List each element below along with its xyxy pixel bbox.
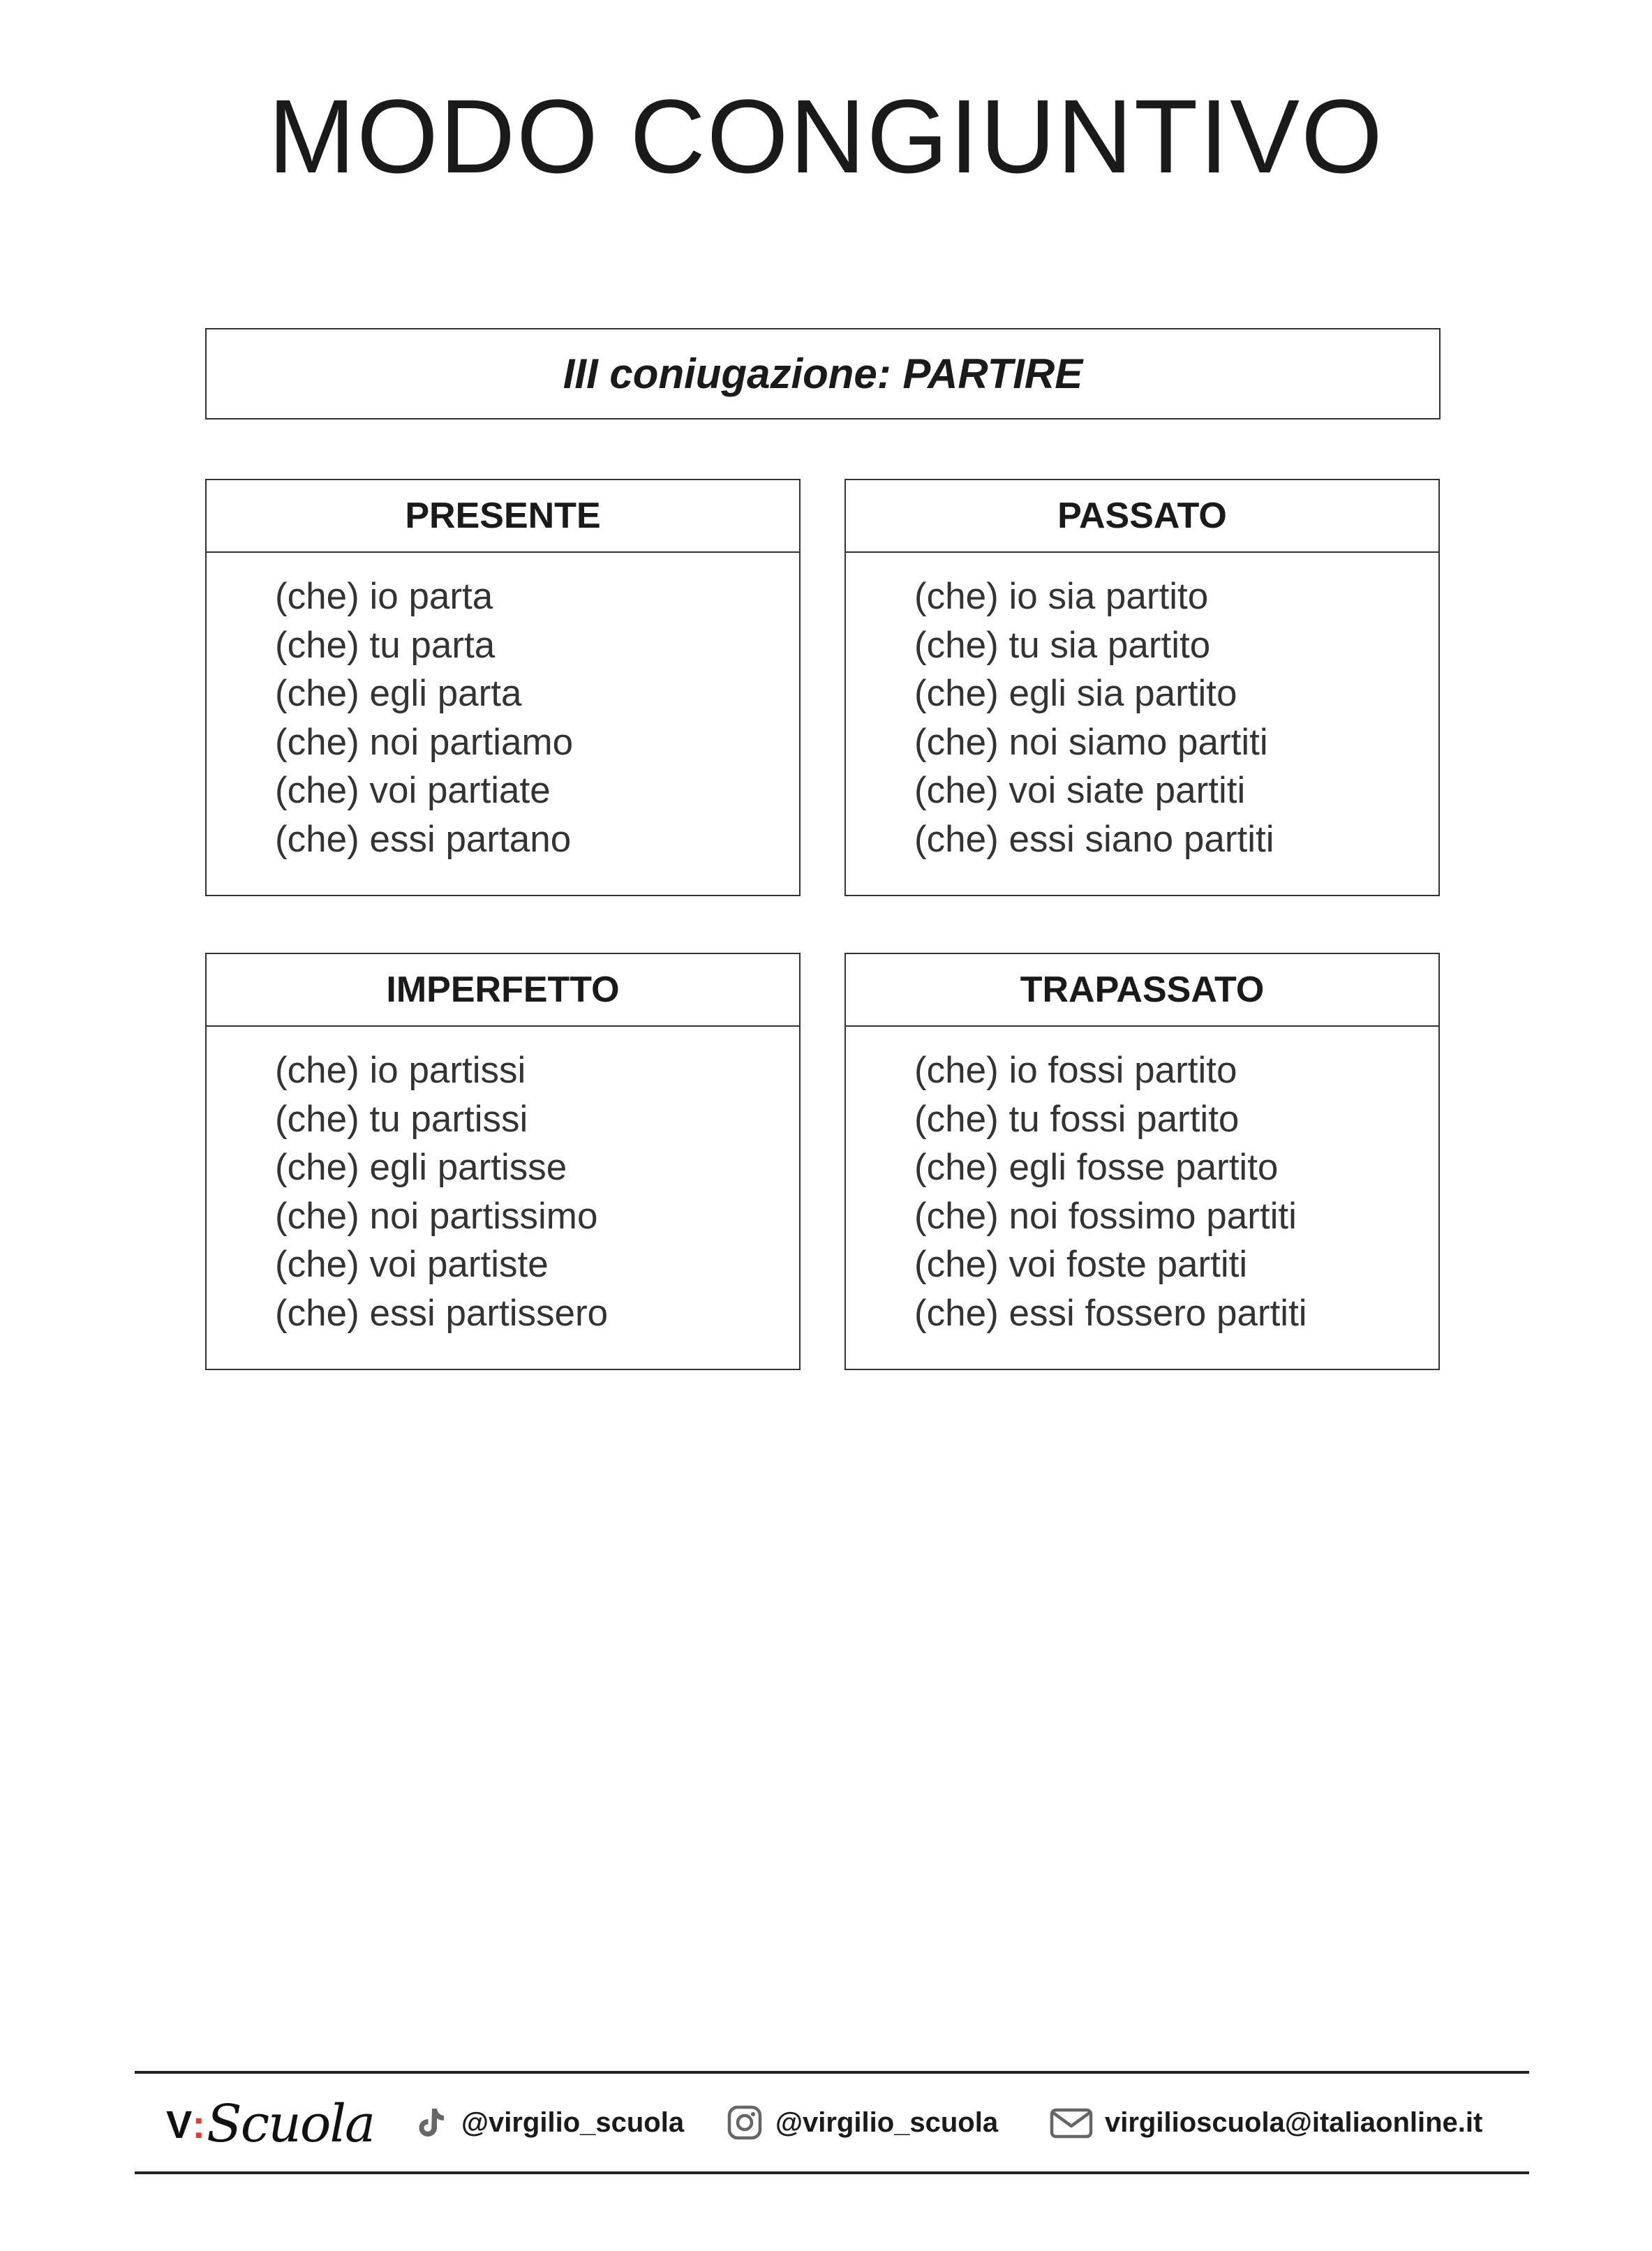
tense-header: PRESENTE — [207, 480, 799, 553]
conjugation-list — [207, 553, 799, 863]
conjugation-form: (che) noi partiamo — [275, 721, 574, 763]
tiktok-link[interactable] — [411, 2077, 684, 2169]
conjugation-form: (che) egli partisse — [275, 1147, 567, 1188]
tense-box-presente — [205, 479, 801, 896]
tiktok-icon — [411, 2103, 450, 2142]
tense-header: TRAPASSATO — [846, 954, 1438, 1027]
conjugation-form: (che) essi fossero partiti — [914, 1292, 1307, 1334]
conjugation-form: (che) tu parta — [275, 624, 496, 666]
conjugation-form: (che) essi partissero — [275, 1292, 609, 1334]
conjugation-form: (che) tu sia partito — [914, 624, 1211, 666]
conjugation-form: (che) io fossi partito — [914, 1050, 1237, 1091]
conjugation-form: (che) io sia partito — [914, 576, 1209, 617]
logo-colon: : — [192, 2102, 206, 2146]
conjugation-form: (che) noi partissimo — [275, 1195, 598, 1237]
conjugation-list — [846, 1027, 1438, 1337]
footer-divider-bottom — [135, 2171, 1529, 2174]
tense-box-trapassato — [844, 953, 1440, 1370]
tense-header: PASSATO — [846, 480, 1438, 553]
conjugation-form: (che) essi siano partiti — [914, 818, 1274, 860]
vscuola-logo — [166, 2089, 374, 2159]
conjugation-form: (che) voi foste partiti — [914, 1244, 1248, 1285]
instagram-link[interactable] — [725, 2077, 998, 2169]
conjugation-form: (che) noi fossimo partiti — [914, 1195, 1297, 1237]
conjugation-form: (che) essi partano — [275, 818, 572, 860]
footer-divider-top — [135, 2071, 1529, 2074]
page-title: MODO CONGIUNTIVO — [268, 77, 1384, 195]
conjugation-form: (che) tu partissi — [275, 1098, 528, 1140]
conjugation-form: (che) io partissi — [275, 1050, 526, 1091]
instagram-handle: @virgilio_scuola — [775, 2107, 999, 2138]
email-link[interactable] — [1049, 2077, 1482, 2169]
conjugation-form: (che) voi partiate — [275, 770, 551, 811]
email-address: virgilioscuola@italiaonline.it — [1105, 2107, 1483, 2138]
verb-heading: III coniugazione: PARTIRE — [205, 328, 1441, 419]
tense-box-imperfetto — [205, 953, 801, 1370]
footer — [135, 2077, 1529, 2169]
conjugation-list — [846, 553, 1438, 863]
conjugation-form: (che) io parta — [275, 576, 493, 617]
conjugation-form: (che) noi siamo partiti — [914, 721, 1268, 763]
conjugation-form: (che) egli parta — [275, 673, 522, 714]
logo-scuola: Scuola — [207, 2094, 375, 2154]
tense-header: IMPERFETTO — [207, 954, 799, 1027]
conjugation-form: (che) egli fosse partito — [914, 1147, 1279, 1188]
conjugation-list — [207, 1027, 799, 1337]
conjugation-form: (che) voi siate partiti — [914, 770, 1246, 811]
tiktok-handle: @virgilio_scuola — [461, 2107, 685, 2138]
conjugation-form: (che) egli sia partito — [914, 673, 1237, 714]
instagram-icon — [725, 2103, 764, 2142]
tense-box-passato — [844, 479, 1440, 896]
logo-v: V — [166, 2102, 193, 2146]
conjugation-form: (che) voi partiste — [275, 1244, 549, 1285]
conjugation-form: (che) tu fossi partito — [914, 1098, 1240, 1140]
mail-icon — [1049, 2103, 1094, 2142]
